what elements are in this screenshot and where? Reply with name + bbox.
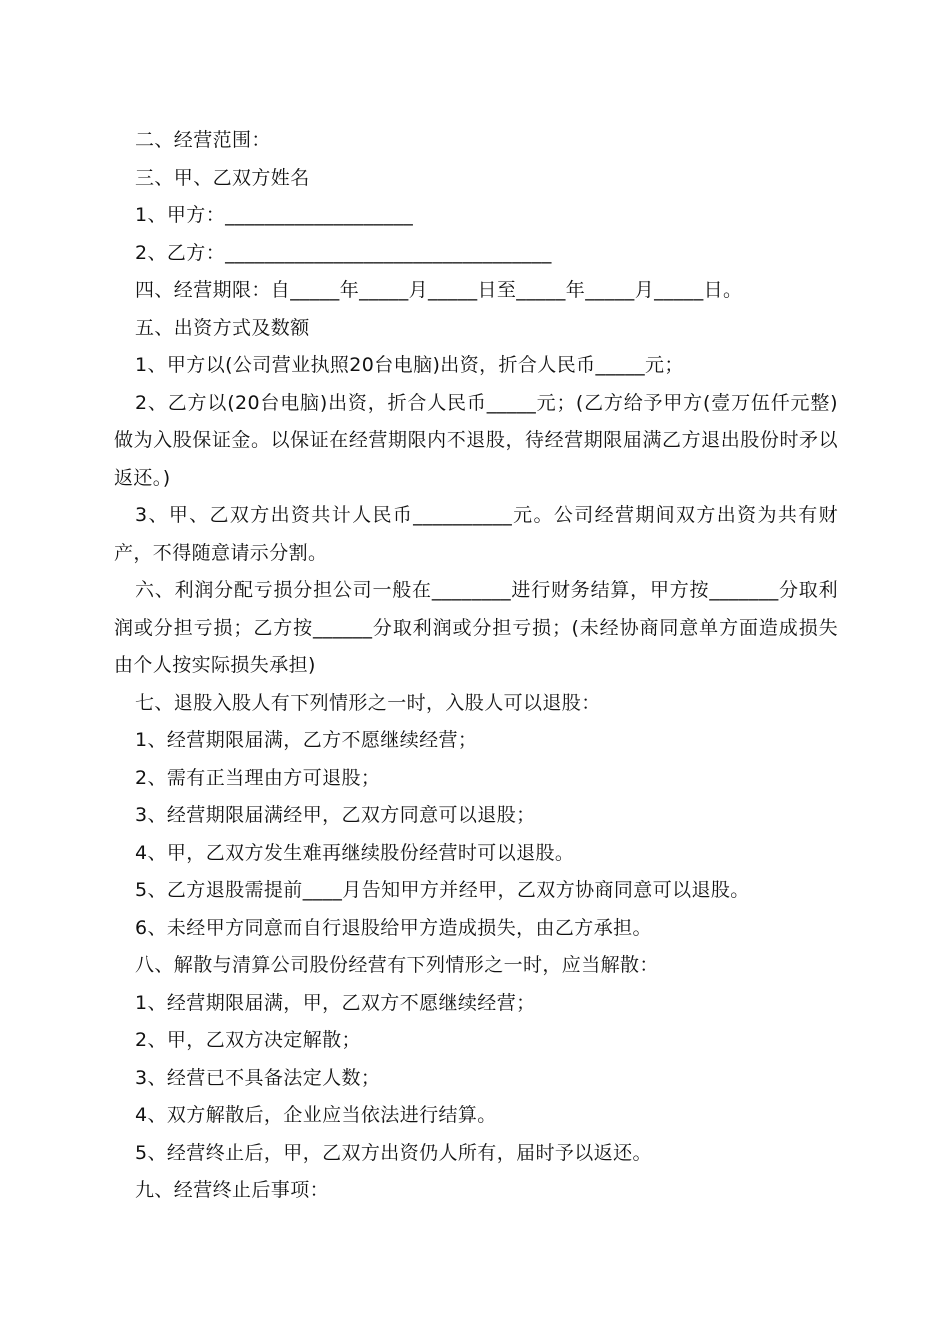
withdrawal-item-6: 6、未经甲方同意而自行退股给甲方造成损失，由乙方承担。 [135,916,652,939]
dissolution-item-1: 1、经营期限届满，甲，乙双方不愿继续经营； [135,991,536,1014]
party-a-contribution: 1、甲方以(公司营业执照20台电脑)出资，折合人民币_____元； [135,354,684,376]
party-b-name-line: 2、乙方：_________________________________ [135,241,552,264]
section-4-term: 四、经营期限：自_____年_____月_____日至_____年_____月_____日。 [135,279,743,301]
section-5-capital-contribution: 五、出资方式及数额 [135,316,310,339]
section-8-dissolution: 八、解散与清算公司股份经营有下列情形之一时，应当解散： [135,954,659,976]
section-2-business-scope: 二、经营范围： [135,129,271,151]
withdrawal-item-1: 1、经营期限届满，乙方不愿继续经营； [135,729,478,751]
document-page [114,122,838,1210]
party-a-name-line: 1、甲方：___________________ [135,204,414,226]
section-6-profit-distribution: 六、利润分配亏损分担公司一般在________进行财务结算，甲方按_______分取利润或分担亏损；乙方按______分取利润或分担亏损；(未经协商同意单方面造成损失由个人按实际损失承担) [114,579,838,676]
dissolution-item-4: 4、双方解散后，企业应当依法进行结算。 [135,1104,497,1126]
dissolution-item-2: 2、甲，乙双方决定解散； [135,1029,361,1051]
dissolution-item-5: 5、经营终止后，甲，乙双方出资仍人所有，届时予以返还。 [135,1141,652,1164]
withdrawal-item-3: 3、经营期限届满经甲，乙双方同意可以退股； [135,804,536,826]
total-contribution: 3、甲、乙双方出资共计人民币__________元。公司经营期间双方出资为共有财产，不得随意请示分割。 [114,504,838,564]
withdrawal-item-2: 2、需有正当理由方可退股； [135,766,381,789]
section-9-post-termination: 九、经营终止后事项： [135,1179,330,1201]
section-7-withdrawal: 七、退股入股人有下列情形之一时，入股人可以退股： [135,691,601,714]
section-3-parties-names: 三、甲、乙双方姓名 [135,166,310,189]
withdrawal-item-5: 5、乙方退股需提前____月告知甲方并经甲，乙双方协商同意可以退股。 [135,879,750,901]
dissolution-item-3: 3、经营已不具备法定人数； [135,1066,381,1089]
party-b-contribution: 2、乙方以(20台电脑)出资，折合人民币_____元；(乙方给予甲方(壹万伍仟元整)做为入股保证金。以保证在经营期限内不退股，待经营期限届满乙方退出股份时矛以返还。) [114,391,838,489]
withdrawal-item-4: 4、甲，乙双方发生难再继续股份经营时可以退股。 [135,841,575,864]
